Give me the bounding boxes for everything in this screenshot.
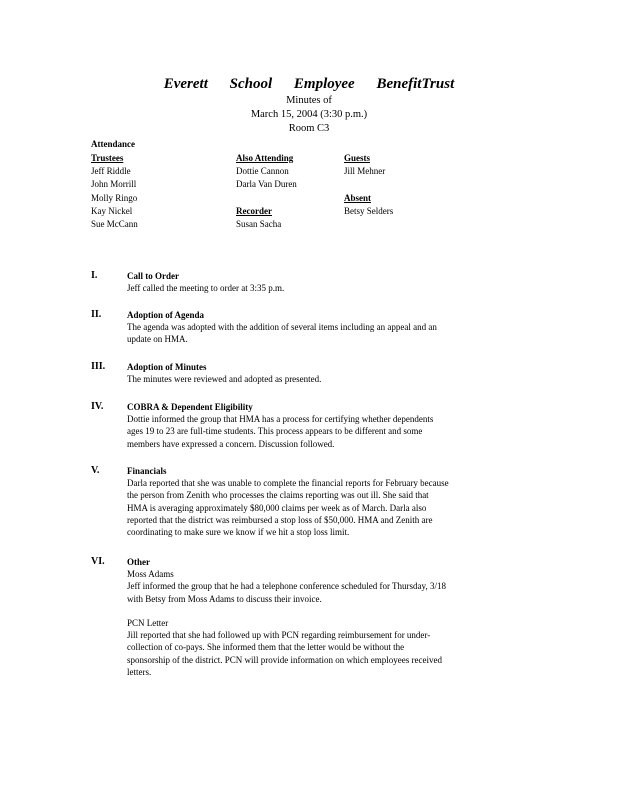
section-line: The agenda was adopted with the addition of several items including an appeal and an bbox=[127, 322, 437, 333]
absent-name: Betsy Selders bbox=[344, 205, 394, 216]
also-attending-heading: Also Attending bbox=[236, 153, 294, 163]
section-number: II. bbox=[91, 309, 102, 320]
guest-name: Jill Mehner bbox=[344, 166, 386, 177]
also-attending-name: Dottie Cannon bbox=[236, 166, 289, 177]
recorder-heading: Recorder bbox=[236, 205, 272, 216]
section-number: IV. bbox=[91, 401, 104, 412]
section-line: collection of co-pays. She informed them that the letter would be without the bbox=[127, 642, 405, 653]
trustee-name: Molly Ringo bbox=[91, 192, 138, 203]
section-line: Jeff informed the group that he had a telephone conference scheduled for Thursday, 3/18 bbox=[127, 581, 446, 592]
section-line: update on HMA. bbox=[127, 334, 188, 345]
section-line: Darla reported that she was unable to complete the financial reports for February because bbox=[127, 478, 449, 489]
section-line: letters. bbox=[127, 666, 152, 677]
section-number: V. bbox=[91, 465, 100, 476]
section-line: The minutes were reviewed and adopted as presented. bbox=[127, 374, 322, 385]
section-line: sponsorship of the district. PCN will provide information on which employees received bbox=[127, 654, 442, 665]
trustee-name: John Morrill bbox=[91, 179, 137, 190]
section-line: Jill reported that she had followed up with PCN regarding reimbursement for under- bbox=[127, 630, 431, 641]
section-number: VI. bbox=[91, 556, 105, 567]
trustees-column bbox=[91, 152, 138, 231]
attendance-heading: Attendance bbox=[91, 139, 135, 149]
document-subtitle-date: March 15, 2004 (3:30 p.m.) bbox=[250, 109, 368, 120]
section-title: Financials bbox=[127, 466, 167, 476]
section-title: COBRA & Dependent Eligibility bbox=[127, 402, 253, 412]
document-subtitle-minutes: Minutes of bbox=[286, 95, 332, 106]
section-line: members have expressed a concern. Discussion followed. bbox=[127, 438, 335, 449]
document-title: Everett School Employee BenefitTrust bbox=[163, 76, 455, 92]
trustee-name: Jeff Riddle bbox=[91, 166, 131, 177]
trustee-name: Sue McCann bbox=[91, 219, 138, 230]
section-line: Dottie informed the group that HMA has a process for certifying whether dependents bbox=[127, 414, 434, 425]
section-line: the person from Zenith who processes the claims reporting was out ill. She said that bbox=[127, 490, 429, 501]
section-line: PCN Letter bbox=[127, 618, 169, 629]
document-subtitle-room: Room C3 bbox=[288, 123, 330, 134]
also-attending-name: Darla Van Duren bbox=[236, 179, 297, 190]
section-line: Moss Adams bbox=[127, 569, 174, 580]
trustees-heading: Trustees bbox=[91, 153, 124, 163]
recorder-name: Susan Sacha bbox=[236, 219, 282, 230]
section-title: Other bbox=[127, 557, 150, 567]
section-number: III. bbox=[91, 361, 106, 372]
section-title: Call to Order bbox=[127, 271, 179, 281]
guests-heading: Guests bbox=[344, 153, 371, 163]
guests-column bbox=[344, 152, 393, 218]
section-line: coordinating to make sure we know if we hit a stop loss limit. bbox=[127, 527, 350, 538]
trustee-name: Kay Nickel bbox=[91, 205, 133, 216]
section-line: reported that the district was reimbursed a stop loss of $50,000. HMA and Zenith are bbox=[127, 514, 433, 525]
section-line bbox=[127, 605, 527, 617]
also-attending-column bbox=[236, 152, 297, 231]
section-number: I. bbox=[91, 270, 98, 281]
section-line: ages 19 to 23 are full-time students. This process appears to be different and some bbox=[127, 426, 423, 437]
section-line: Jeff called the meeting to order at 3:35 p.m. bbox=[127, 283, 285, 294]
section-title: Adoption of Agenda bbox=[127, 310, 205, 320]
absent-heading: Absent bbox=[344, 192, 372, 203]
section-line: HMA is averaging approximately $80,000 claims per week as of March. Darla also bbox=[127, 502, 427, 513]
section-line: with Betsy from Moss Adams to discuss their invoice. bbox=[127, 593, 322, 604]
section-title: Adoption of Minutes bbox=[127, 362, 207, 372]
